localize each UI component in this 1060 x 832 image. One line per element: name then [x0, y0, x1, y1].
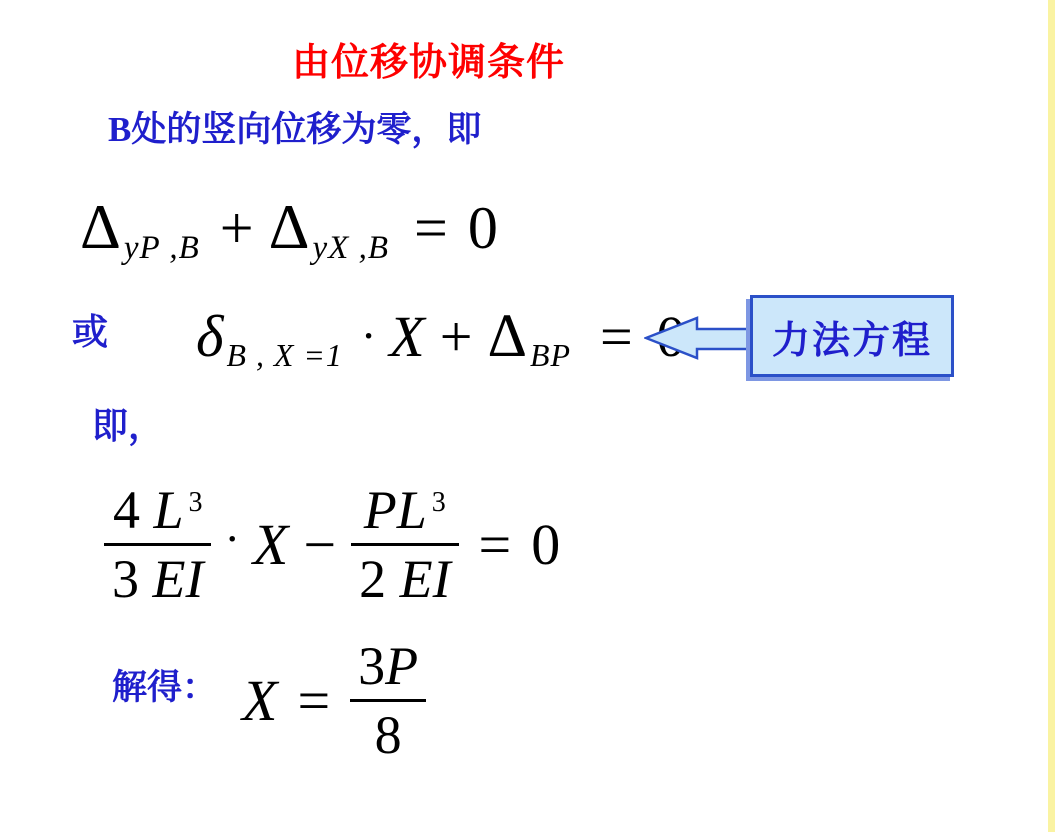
- unknown-x: X: [389, 304, 425, 369]
- delta-subscript: yP ,B: [123, 229, 200, 266]
- then-label: 即，: [92, 406, 165, 446]
- equation-compatibility: [80, 191, 498, 266]
- fraction-numerator: PL $^3$: [363, 480, 446, 540]
- callout-label: 力法方程: [771, 319, 932, 362]
- operator-dot: ·: [224, 513, 240, 565]
- delta-term: Δ: [268, 191, 310, 262]
- fraction-denominator: 8: [374, 704, 402, 765]
- fraction-denominator: 2 EI: [359, 548, 451, 609]
- equation-expanded: [104, 482, 560, 607]
- operator-equals: =: [297, 667, 331, 733]
- delta-term: Δ: [487, 302, 527, 370]
- operator-equals: =: [478, 511, 512, 577]
- statement-line: B处的竖向位移为零，即: [108, 110, 482, 149]
- fraction-numerator: 3P: [358, 636, 419, 696]
- delta-subscript: BP: [529, 337, 571, 373]
- force-method-callout: [750, 295, 954, 377]
- unknown-x: X: [242, 667, 278, 733]
- fraction-numerator: 4 L $^3$: [112, 480, 203, 540]
- small-delta-term: δ: [196, 303, 224, 369]
- solve-label: 解得：: [112, 668, 218, 707]
- slide-title: 由位移协调条件: [292, 42, 566, 84]
- equation-result: [242, 638, 426, 763]
- delta-subscript: yX ,B: [312, 229, 389, 266]
- operator-equals: =: [414, 195, 448, 261]
- exponent: 3: [188, 486, 203, 518]
- fraction-load-term: [351, 482, 458, 607]
- delta-term: Δ: [80, 191, 121, 262]
- fraction-denominator: 3 EI: [112, 548, 204, 609]
- operator-equals: =: [599, 304, 633, 369]
- operator-dot: ·: [360, 311, 377, 363]
- or-label: 或: [72, 312, 109, 352]
- unknown-x: X: [252, 511, 289, 577]
- page-accent-stripe: [1048, 0, 1055, 832]
- operator-plus: +: [219, 195, 254, 261]
- zero-value: 0: [467, 195, 498, 261]
- exponent: 3: [431, 486, 446, 518]
- operator-minus: −: [303, 511, 337, 577]
- fraction-flexibility: [104, 482, 211, 607]
- fraction-result: [350, 638, 426, 763]
- operator-plus: +: [439, 304, 473, 369]
- equation-force-method: [196, 302, 686, 373]
- small-delta-subscript: B , X =1: [226, 337, 343, 373]
- left-arrow-icon: [644, 315, 754, 361]
- zero-value: 0: [531, 511, 561, 577]
